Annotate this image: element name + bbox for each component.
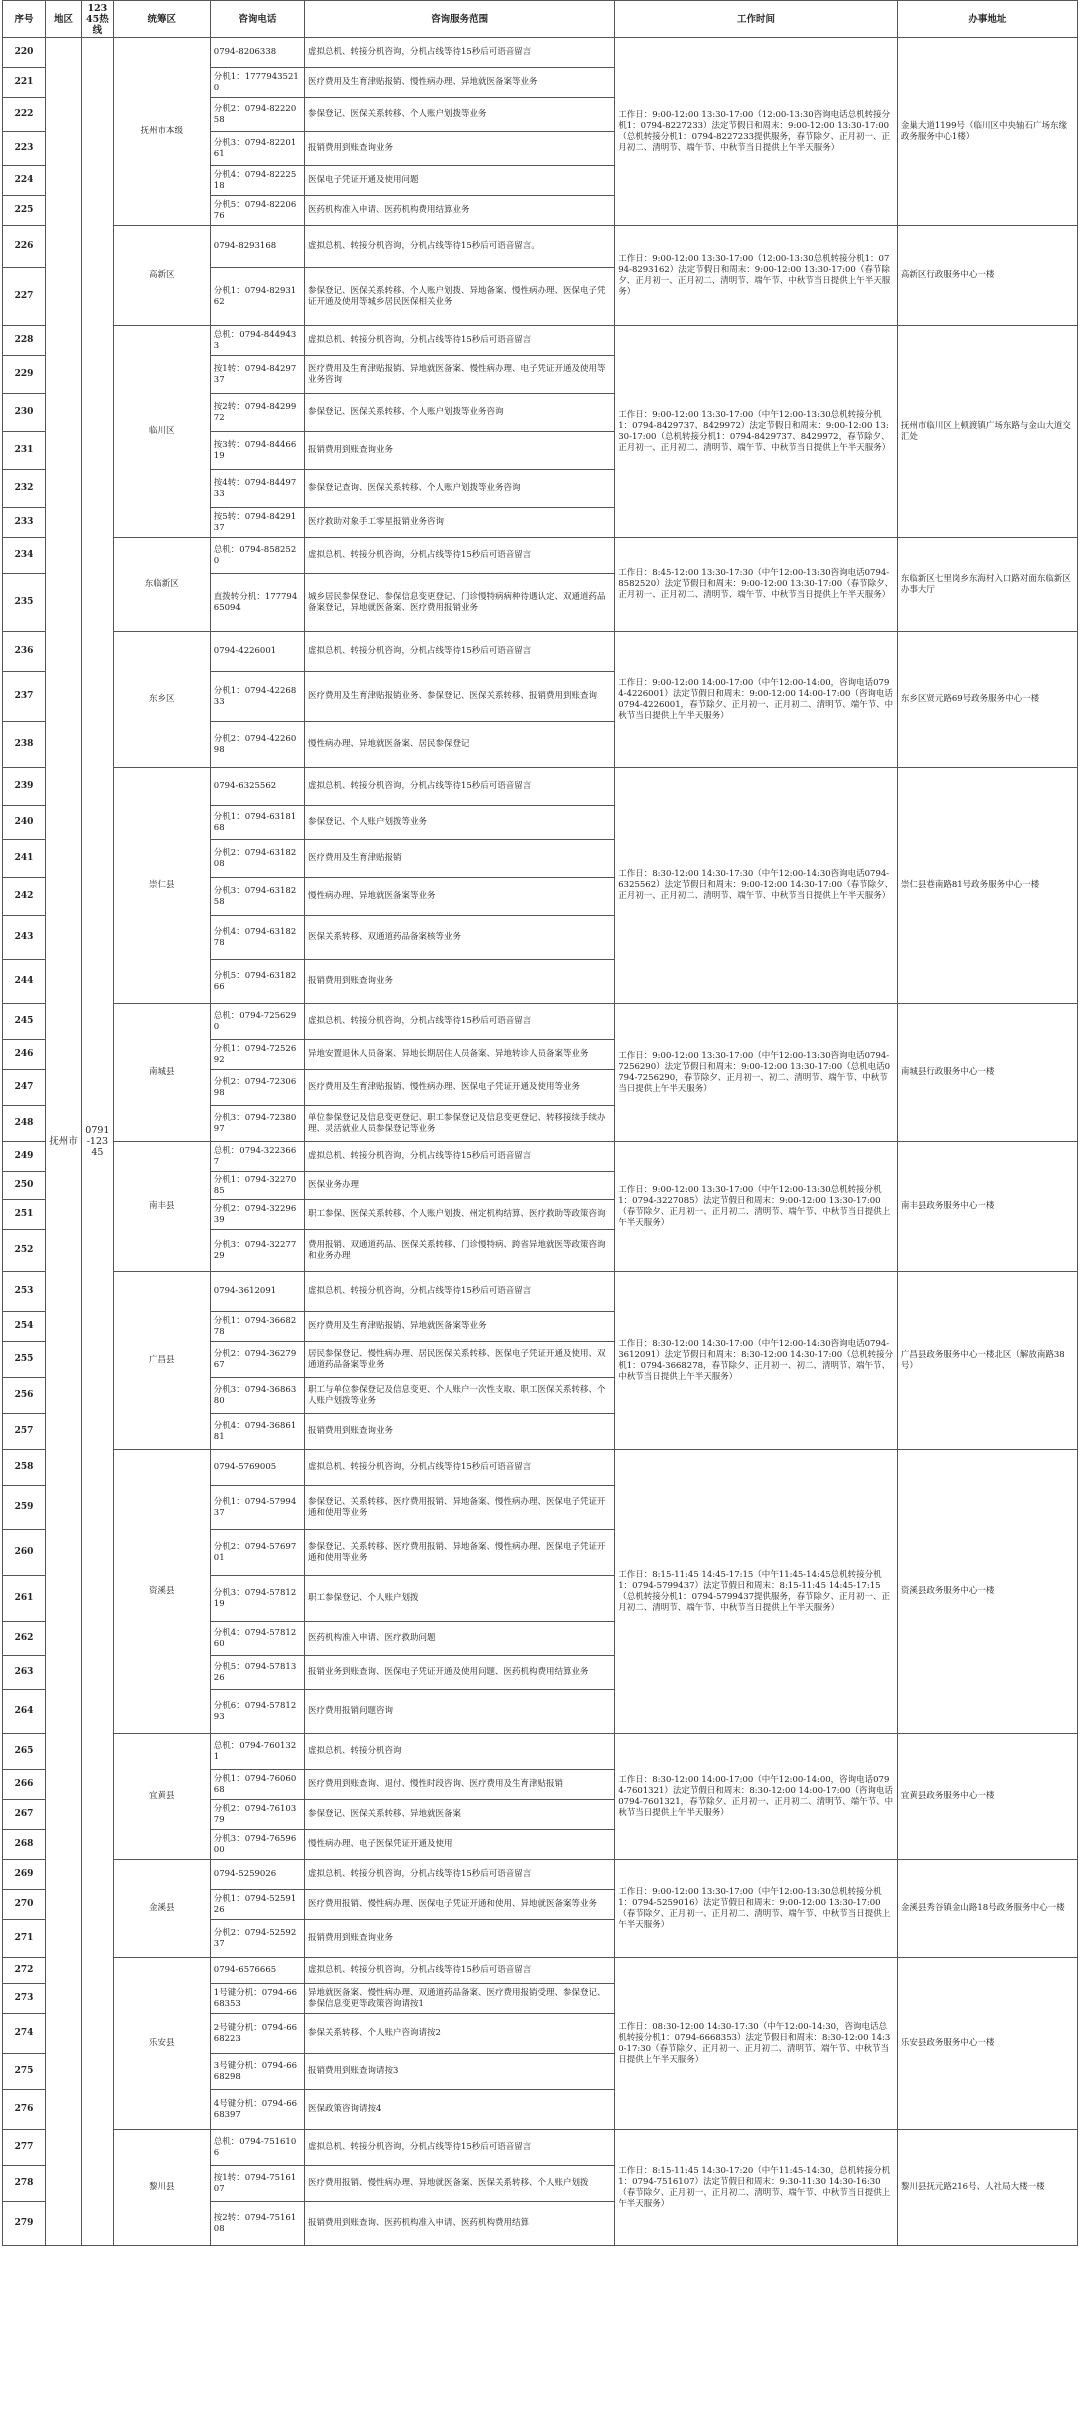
phone-cell: 分机4：0794-3686181: [210, 1414, 304, 1450]
hours-cell: 工作日：8:30-12:00 14:00-17:00（中午12:00-14:00，咨询电话0794-7601321）法定节假日和周末：8:30-12:00 14:00-17:00（咨询电话0794-7601321，春节除夕、正月初一、正月初二、清明节、端午节、中秋节当日提供上午半天服务）: [615, 1734, 898, 1860]
scope-cell: 参保登记、医保关系转移、个人账户划拨等业务: [304, 98, 614, 132]
address-cell: 东乡区贤元路69号政务服务中心一楼: [897, 632, 1077, 768]
scope-cell: 参保登记、个人账户划拨等业务: [304, 806, 614, 840]
header-scope: 咨询服务范围: [304, 1, 614, 38]
phone-cell: 3号键分机：0794-6668298: [210, 2054, 304, 2090]
header-address: 办事地址: [897, 1, 1077, 38]
scope-cell: 虚拟总机、转接分机咨询，分机占线等待15秒后可语音留言: [304, 1142, 614, 1172]
row-index: 232: [3, 470, 46, 508]
scope-cell: 医疗费用报销问题咨询: [304, 1690, 614, 1734]
address-cell: 南城县行政服务中心一楼: [897, 1004, 1077, 1142]
scope-cell: 虚拟总机、转接分机咨询，分机占线等待15秒后可语音留言: [304, 632, 614, 672]
row-index: 254: [3, 1312, 46, 1342]
phone-cell: 按4转：0794-8449733: [210, 470, 304, 508]
phone-cell: 按1转：0794-7516107: [210, 2166, 304, 2202]
address-cell: 高新区行政服务中心一楼: [897, 226, 1077, 326]
row-index: 277: [3, 2130, 46, 2166]
address-cell: 宜黄县政务服务中心一楼: [897, 1734, 1077, 1860]
row-index: 250: [3, 1172, 46, 1200]
phone-cell: 0794-8206338: [210, 38, 304, 68]
phone-cell: 0794-5769005: [210, 1450, 304, 1486]
scope-cell: 慢性病办理、电子医保凭证开通及使用: [304, 1830, 614, 1860]
phone-cell: 分机2：0794-3627967: [210, 1342, 304, 1378]
district-name: 临川区: [113, 326, 210, 538]
row-index: 273: [3, 1984, 46, 2014]
address-cell: 东临新区七里岗乡东海村入口路对面东临新区办事大厅: [897, 538, 1077, 632]
row-index: 224: [3, 166, 46, 196]
row-index: 246: [3, 1040, 46, 1070]
phone-cell: 分机3：0794-7659600: [210, 1830, 304, 1860]
row-index: 253: [3, 1272, 46, 1312]
row-index: 264: [3, 1690, 46, 1734]
hours-cell: 工作日：9:00-12:00 14:00-17:00（中午12:00-14:00，咨询电话0794-4226001）法定节假日和周末：9:00-12:00 14:00-17:00（咨询电话0794-4226001，春节除夕、正月初一、正月初二、清明节、端午节、中秋节当日提供上午半天服务）: [615, 632, 898, 768]
phone-cell: 分机4：0794-5781260: [210, 1622, 304, 1656]
phone-cell: 0794-6325562: [210, 768, 304, 806]
district-name: 东临新区: [113, 538, 210, 632]
phone-cell: 分机2：0794-5259237: [210, 1920, 304, 1958]
phone-cell: 分机5：0794-8220676: [210, 196, 304, 226]
row-index: 279: [3, 2202, 46, 2246]
scope-cell: 医疗费用及生育津贴报销、异地就医备案等业务: [304, 1312, 614, 1342]
row-index: 234: [3, 538, 46, 574]
row-index: 220: [3, 38, 46, 68]
scope-cell: 报销业务到账查询、医保电子凭证开通及使用问题、医药机构费用结算业务: [304, 1656, 614, 1690]
phone-cell: 分机1：0794-5259126: [210, 1890, 304, 1920]
district-name: 抚州市本级: [113, 38, 210, 226]
table-row: [3, 1734, 1078, 1770]
scope-cell: 医药机构准入申请、医疗救助问题: [304, 1622, 614, 1656]
phone-cell: 按1转：0794-8429737: [210, 356, 304, 394]
header-phone: 咨询电话: [210, 1, 304, 38]
phone-cell: 分机2：0794-7610379: [210, 1800, 304, 1830]
scope-cell: 医保关系转移、双通道药品备案核等业务: [304, 916, 614, 960]
row-index: 263: [3, 1656, 46, 1690]
row-index: 271: [3, 1920, 46, 1958]
phone-cell: 分机3：0794-7238097: [210, 1106, 304, 1142]
scope-cell: 参保登记查询、医保关系转移、个人账户划拨等业务咨询: [304, 470, 614, 508]
phone-cell: 按5转：0794-8429137: [210, 508, 304, 538]
row-index: 248: [3, 1106, 46, 1142]
row-index: 261: [3, 1576, 46, 1622]
table-row: [3, 1860, 1078, 1890]
hours-cell: 工作日：8:30-12:00 14:30-17:30（中午12:00-14:30咨询电话0794-6325562）法定节假日和周末：9:00-12:00 14:30-17:00（春节除夕、正月初一、正月初二、清明节、端午节、中秋节当日提供上午半天服务）: [615, 768, 898, 1004]
row-index: 269: [3, 1860, 46, 1890]
row-index: 267: [3, 1800, 46, 1830]
row-index: 260: [3, 1530, 46, 1576]
district-name: 资溪县: [113, 1450, 210, 1734]
phone-cell: 分机3：0794-6318258: [210, 878, 304, 916]
address-cell: 金溪县秀谷镇金山路18号政务服务中心一楼: [897, 1860, 1077, 1958]
table-row: [3, 226, 1078, 268]
scope-cell: 单位参保登记及信息变更登记、职工参保登记及信息变更登记、转移接续手续办理、灵活就业人员参保登记等业务: [304, 1106, 614, 1142]
phone-cell: 总机：0794-7601321: [210, 1734, 304, 1770]
row-index: 228: [3, 326, 46, 356]
phone-cell: 分机3：0794-8220161: [210, 132, 304, 166]
phone-cell: 分机2：0794-6318208: [210, 840, 304, 878]
scope-cell: 职工参保、医保关系转移、个人账户划拨、州定机构结算、医疗救助等政策咨询: [304, 1200, 614, 1230]
scope-cell: 慢性病办理、异地就医备案等业务: [304, 878, 614, 916]
scope-cell: 慢性病办理、异地就医备案、居民参保登记: [304, 722, 614, 768]
address-cell: 广昌县政务服务中心一楼北区（解放南路38号）: [897, 1272, 1077, 1450]
hours-cell: 工作日：9:00-12:00 13:30-17:00（中午12:00-13:30总机转接分机1：0794-8429737、8429972）法定节假日和周末：9:00-12:00 13:30-17:00（总机转接分机1：0794-8429737、8429972，春节除夕、正月初一、正月初二、清明节、端午节、中秋节当日提供上午半天服务）: [615, 326, 898, 538]
row-index: 231: [3, 432, 46, 470]
phone-cell: 分机2：0794-5769701: [210, 1530, 304, 1576]
row-index: 227: [3, 268, 46, 326]
row-index: 270: [3, 1890, 46, 1920]
district-name: 高新区: [113, 226, 210, 326]
hours-cell: 工作日：9:00-12:00 13:30-17:00（中午12:00-13:30咨询电话0794-7256290）法定节假日和周末：9:00-12:00 13:30-17:00（总机电话0794-7256290，春节除夕、正月初一、初二、清明节、端午节、中秋节当日提供上午半天服务）: [615, 1004, 898, 1142]
phone-cell: 直拨转分机：17779465094: [210, 574, 304, 632]
scope-cell: 虚拟总机、转接分机咨询，分机占线等待15秒后可语音留言: [304, 538, 614, 574]
phone-cell: 0794-4226001: [210, 632, 304, 672]
hours-cell: 工作日：08:30-12:00 14:30-17:30（中午12:00-14:30，咨询电话总机转接分机1：0794-6668353）法定节假日和周末：8:30-12:00 14:30-17:30（春节除夕、正月初一、正月初二、清明节、端午节、中秋节当日提供上午半天服务）: [615, 1958, 898, 2130]
scope-cell: 虚拟总机、转接分机咨询，分机占线等待15秒后可语音留言: [304, 1272, 614, 1312]
row-index: 259: [3, 1486, 46, 1530]
scope-cell: 虚拟总机、转接分机咨询，分机占线等待15秒后可语音留言: [304, 326, 614, 356]
row-index: 266: [3, 1770, 46, 1800]
row-index: 236: [3, 632, 46, 672]
row-index: 265: [3, 1734, 46, 1770]
row-index: 275: [3, 2054, 46, 2090]
phone-cell: 分机1：0794-7252692: [210, 1040, 304, 1070]
phone-cell: 总机：0794-7256290: [210, 1004, 304, 1040]
scope-cell: 居民参保登记、慢性病办理、居民医保关系转移、医保电子凭证开通及使用、双通道药品备案等业务: [304, 1342, 614, 1378]
scope-cell: 报销费用到账查询业务: [304, 1920, 614, 1958]
scope-cell: 报销费用到账查询业务: [304, 960, 614, 1004]
phone-cell: 分机3：0794-3227729: [210, 1230, 304, 1272]
phone-cell: 按2转：0794-7516108: [210, 2202, 304, 2246]
scope-cell: 虚拟总机、转接分机咨询，分机占线等待15秒后可语音留言: [304, 1860, 614, 1890]
phone-cell: 分机1：0794-3227085: [210, 1172, 304, 1200]
phone-cell: 总机：0794-7516106: [210, 2130, 304, 2166]
district-name: 乐安县: [113, 1958, 210, 2130]
phone-cell: 分机1：0794-7606068: [210, 1770, 304, 1800]
address-cell: 乐安县政务服务中心一楼: [897, 1958, 1077, 2130]
scope-cell: 医疗费用报销、慢性病办理、医保电子凭证开通和使用、异地就医备案等业务: [304, 1890, 614, 1920]
row-index: 257: [3, 1414, 46, 1450]
district-name: 东乡区: [113, 632, 210, 768]
header-hours: 工作时间: [615, 1, 898, 38]
district-name: 金溪县: [113, 1860, 210, 1958]
row-index: 225: [3, 196, 46, 226]
scope-cell: 报销费用到账查询业务: [304, 1414, 614, 1450]
table-row: [3, 326, 1078, 356]
hours-cell: 工作日：9:00-12:00 13:30-17:00（12:00-13:30总机转接分机1：0794-8293162）法定节假日和周末：9:00-12:00 13:30-17:00（春节除夕、正月初一、正月初二、清明节、端午节、中秋节当日提供上午半天服务）: [615, 226, 898, 326]
phone-cell: 0794-6576665: [210, 1958, 304, 1984]
scope-cell: 职工参保登记、个人账户划拨: [304, 1576, 614, 1622]
row-index: 245: [3, 1004, 46, 1040]
scope-cell: 参保登记、关系转移、医疗费用报销、异地备案、慢性病办理、医保电子凭证开通和使用等业务: [304, 1486, 614, 1530]
phone-cell: 按3转：0794-8446619: [210, 432, 304, 470]
scope-cell: 医保政策咨询请按4: [304, 2090, 614, 2130]
table-row: [3, 632, 1078, 672]
address-cell: 崇仁县巷南路81号政务服务中心一楼: [897, 768, 1077, 1004]
row-index: 226: [3, 226, 46, 268]
district-name: 广昌县: [113, 1272, 210, 1450]
scope-cell: 虚拟总机、转接分机咨询，分机占线等待15秒后可语音留言: [304, 1958, 614, 1984]
table-row: [3, 1272, 1078, 1312]
row-index: 242: [3, 878, 46, 916]
scope-cell: 城乡居民参保登记、参保信息变更登记、门诊慢特病病种待遇认定、双通道药品备案登记，异地就医备案、医疗费用报销业务: [304, 574, 614, 632]
hours-cell: 工作日：8:15-11:45 14:30-17:20（中午11:45-14:30，总机转接分机1：0794-7516107）法定节假日和周末：9:30-11:30 14:30-16:30（春节除夕、正月初一、正月初二、清明节、端午节、中秋节当日提供上午半天服务）: [615, 2130, 898, 2246]
row-index: 251: [3, 1200, 46, 1230]
header-hotline: 12345热线: [81, 1, 113, 38]
phone-cell: 分机1：17779435210: [210, 68, 304, 98]
row-index: 237: [3, 672, 46, 722]
table-row: [3, 768, 1078, 806]
phone-cell: 分机5：0794-6318266: [210, 960, 304, 1004]
scope-cell: 报销费用到账查询请按3: [304, 2054, 614, 2090]
row-index: 240: [3, 806, 46, 840]
row-index: 241: [3, 840, 46, 878]
table-row: [3, 38, 1078, 68]
phone-cell: 分机1：0794-5799437: [210, 1486, 304, 1530]
hours-cell: 工作日：8:45-12:00 13:30-17:30（中午12:00-13:30咨询电话0794-8582520）法定节假日和周末：9:00-12:00 13:30-17:00（春节除夕、正月初一、正月初二、清明节、端午节、中秋节当日提供上午半天服务）: [615, 538, 898, 632]
row-index: 268: [3, 1830, 46, 1860]
scope-cell: 医疗费用及生育津贴报销: [304, 840, 614, 878]
scope-cell: 异地就医备案、慢性病办理、双通道药品备案、医疗费用报销受理、参保登记、参保信息变更等政策咨询请按1: [304, 1984, 614, 2014]
scope-cell: 医保业务办理: [304, 1172, 614, 1200]
scope-cell: 职工与单位参保登记及信息变更、个人账户一次性支取、职工医保关系转移、个人账户划拨等业务: [304, 1378, 614, 1414]
scope-cell: 医疗费用到账查询、退付、慢性时段咨询、医疗费用及生育津贴报销: [304, 1770, 614, 1800]
table-row: [3, 538, 1078, 574]
header-district: 统筹区: [113, 1, 210, 38]
row-index: 233: [3, 508, 46, 538]
table-row: [3, 1450, 1078, 1486]
row-index: 249: [3, 1142, 46, 1172]
header-index: 序号: [3, 1, 46, 38]
scope-cell: 报销费用到账查询业务: [304, 132, 614, 166]
address-cell: 南丰县政务服务中心一楼: [897, 1142, 1077, 1272]
scope-cell: 虚拟总机、转接分机咨询，分机占线等待15秒后可语音留言。: [304, 226, 614, 268]
phone-cell: 分机4：0794-8222518: [210, 166, 304, 196]
row-index: 274: [3, 2014, 46, 2054]
phone-cell: 分机6：0794-5781293: [210, 1690, 304, 1734]
row-index: 222: [3, 98, 46, 132]
address-cell: 黎川县抚元路216号、人社局大楼一楼: [897, 2130, 1077, 2246]
address-cell: 金巢大道1199号（临川区中央轴石广场东缘政务服务中心1楼）: [897, 38, 1077, 226]
phone-cell: 0794-5259026: [210, 1860, 304, 1890]
scope-cell: 医疗救助对象手工零星报销业务咨询: [304, 508, 614, 538]
row-index: 252: [3, 1230, 46, 1272]
row-index: 255: [3, 1342, 46, 1378]
phone-cell: 分机2：0794-8222058: [210, 98, 304, 132]
hours-cell: 工作日：9:00-12:00 13:30-17:00（中午12:00-13:30总机转接分机1：0794-3227085）法定节假日和周末：9:00-12:00 13:30-17:00（春节除夕、正月初一、正月初二、清明节、端午节、中秋节当日提供上午半天服务）: [615, 1142, 898, 1272]
phone-cell: 分机2：0794-7230698: [210, 1070, 304, 1106]
scope-cell: 参保登记、关系转移、医疗费用报销、异地备案、慢性病办理、医保电子凭证开通和使用等业务: [304, 1530, 614, 1576]
phone-cell: 分机3：0794-3686380: [210, 1378, 304, 1414]
hours-cell: 工作日：9:00-12:00 13:30-17:00（中午12:00-13:30总机转接分机1：0794-5259016）法定节假日和周末：9:00-12:00 13:30-17:00（春节除夕、正月初一、正月初二、清明节、端午节、中秋节当日提供上午半天服务）: [615, 1860, 898, 1958]
address-cell: 抚州市临川区上顿渡镇广场东路与金山大道交汇处: [897, 326, 1077, 538]
phone-cell: 4号键分机：0794-6668397: [210, 2090, 304, 2130]
header-region: 地区: [45, 1, 81, 38]
phone-cell: 总机：0794-8582520: [210, 538, 304, 574]
phone-cell: 分机5：0794-5781326: [210, 1656, 304, 1690]
scope-cell: 费用报销、双通道药品、医保关系转移、门诊慢特病、跨省异地就医等政策咨询和业务办理: [304, 1230, 614, 1272]
phone-cell: 总机：0794-8449433: [210, 326, 304, 356]
row-index: 276: [3, 2090, 46, 2130]
scope-cell: 参保登记、医保关系转移、个人账户划拨等业务咨询: [304, 394, 614, 432]
district-name: 南丰县: [113, 1142, 210, 1272]
district-name: 崇仁县: [113, 768, 210, 1004]
table-row: [3, 1004, 1078, 1040]
row-index: 278: [3, 2166, 46, 2202]
district-name: 宜黄县: [113, 1734, 210, 1860]
row-index: 256: [3, 1378, 46, 1414]
row-index: 262: [3, 1622, 46, 1656]
scope-cell: 虚拟总机、转接分机咨询，分机占线等待15秒后可语音留言: [304, 1450, 614, 1486]
hours-cell: 工作日：8:15-11:45 14:45-17:15（中午11:45-14:45总机转接分机1：0794-5799437）法定节假日和周末：8:15-11:45 14:45-17:15（总机转接分机1：0794-5799437提供服务，春节除夕、正月初一、正月初二、清明节、端午节、中秋节当日提供上午半天服务）: [615, 1450, 898, 1734]
address-cell: 资溪县政务服务中心一楼: [897, 1450, 1077, 1734]
row-index: 238: [3, 722, 46, 768]
scope-cell: 异地安置退休人员备案、异地长期居住人员备案、异地转诊人员备案等业务: [304, 1040, 614, 1070]
hotline-cell: 0791-12345: [81, 38, 113, 2246]
row-index: 258: [3, 1450, 46, 1486]
district-name: 黎川县: [113, 2130, 210, 2246]
scope-cell: 医疗费用报销、慢性病办理、异地就医备案、医保关系转移、个人账户划拨: [304, 2166, 614, 2202]
row-index: 235: [3, 574, 46, 632]
table-row: [3, 2130, 1078, 2166]
scope-cell: 参保登记、医保关系转移、个人账户划拨、异地备案、慢性病办理、医保电子凭证开通及使用等城乡居民医保相关业务: [304, 268, 614, 326]
phone-cell: 分机3：0794-5781219: [210, 1576, 304, 1622]
row-index: 229: [3, 356, 46, 394]
table-header-row: [3, 1, 1078, 38]
table-body: [3, 38, 1078, 2246]
district-name: 南城县: [113, 1004, 210, 1142]
scope-cell: 医疗费用及生育津贴报销、慢性病办理、异地就医备案等业务: [304, 68, 614, 98]
row-index: 243: [3, 916, 46, 960]
phone-cell: 总机：0794-3223667: [210, 1142, 304, 1172]
phone-cell: 按2转：0794-8429972: [210, 394, 304, 432]
phone-cell: 0794-3612091: [210, 1272, 304, 1312]
scope-cell: 报销费用到账查询业务: [304, 432, 614, 470]
hours-cell: 工作日：9:00-12:00 13:30-17:00（12:00-13:30咨询电话总机转接分机1：0794-8227233）法定节假日和周末：9:00-12:00 13:30-17:00（总机转接分机1：0794-8227233提供服务，春节除夕、正月初一、正月初二、清明节、端午节、中秋节当日提供上午半天服务）: [615, 38, 898, 226]
row-index: 239: [3, 768, 46, 806]
row-index: 244: [3, 960, 46, 1004]
hotline-table: [2, 0, 1078, 2246]
phone-cell: 分机2：0794-4226098: [210, 722, 304, 768]
phone-cell: 分机1：0794-3668278: [210, 1312, 304, 1342]
phone-cell: 分机2：0794-3229639: [210, 1200, 304, 1230]
scope-cell: 虚拟总机、转接分机咨询，分机占线等待15秒后可语音留言: [304, 768, 614, 806]
scope-cell: 参保登记、医保关系转移、异地就医备案: [304, 1800, 614, 1830]
scope-cell: 虚拟总机、转接分机咨询，分机占线等待15秒后可语音留言: [304, 2130, 614, 2166]
scope-cell: 医药机构准入申请、医药机构费用结算业务: [304, 196, 614, 226]
scope-cell: 医疗费用及生育津贴报销、慢性病办理、医保电子凭证开通及使用等业务: [304, 1070, 614, 1106]
row-index: 223: [3, 132, 46, 166]
phone-cell: 1号键分机：0794-6668353: [210, 1984, 304, 2014]
phone-cell: 分机1：0794-8293162: [210, 268, 304, 326]
phone-cell: 0794-8293168: [210, 226, 304, 268]
table-row: [3, 1958, 1078, 1984]
phone-cell: 分机4：0794-6318278: [210, 916, 304, 960]
phone-cell: 2号键分机：0794-6668223: [210, 2014, 304, 2054]
scope-cell: 报销费用到账查询、医药机构准入申请、医药机构费用结算: [304, 2202, 614, 2246]
hours-cell: 工作日：8:30-12:00 14:30-17:00（中午12:00-14:30咨询电话0794-3612091）法定节假日和周末：8:30-12:00 14:30-17:00（总机转接分机1：0794-3668278，春节除夕、正月初一、初二、清明节、端午节、中秋节当日提供上午半天服务）: [615, 1272, 898, 1450]
table-row: [3, 1142, 1078, 1172]
row-index: 247: [3, 1070, 46, 1106]
scope-cell: 医疗费用及生育津贴报销、异地就医备案、慢性病办理、电子凭证开通及使用等业务咨询: [304, 356, 614, 394]
phone-cell: 分机1：0794-4226833: [210, 672, 304, 722]
scope-cell: 参保关系转移、个人账户咨询请按2: [304, 2014, 614, 2054]
row-index: 272: [3, 1958, 46, 1984]
scope-cell: 虚拟总机、转接分机咨询，分机占线等待15秒后可语音留言: [304, 38, 614, 68]
scope-cell: 医保电子凭证开通及使用问题: [304, 166, 614, 196]
row-index: 230: [3, 394, 46, 432]
row-index: 221: [3, 68, 46, 98]
region-cell: 抚州市: [45, 38, 81, 2246]
scope-cell: 虚拟总机、转接分机咨询: [304, 1734, 614, 1770]
scope-cell: 虚拟总机、转接分机咨询，分机占线等待15秒后可语音留言: [304, 1004, 614, 1040]
scope-cell: 医疗费用及生育津贴报销业务、参保登记、医保关系转移、报销费用到账查询: [304, 672, 614, 722]
phone-cell: 分机1：0794-6318168: [210, 806, 304, 840]
